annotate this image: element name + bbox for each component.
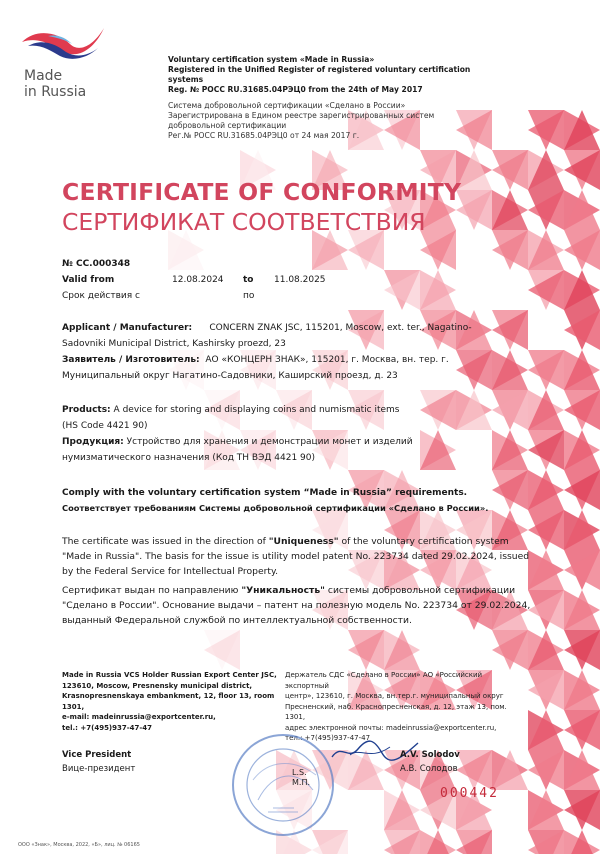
- to-label: to: [243, 275, 254, 285]
- signatory-block: [400, 748, 460, 776]
- products-en-label: Products:: [62, 405, 111, 415]
- ls-label: L.S.: [292, 768, 307, 777]
- reg-ru-line-1: Система добровольной сертификации «Сделано в России»: [168, 101, 406, 110]
- comply-block: [62, 486, 540, 516]
- issued-ru: Сертификат выдан по направлению "Уникальность" системы добровольной сертификации "Сделано в России". Основание выдачи – патент на полезную модель No. 223734 от 29.02.2024, выданный Федеральной службой по интеллектуальной собственности.: [62, 585, 531, 626]
- valid-from-label: Valid from: [62, 275, 115, 285]
- name-en: A.V. Solodov: [400, 750, 460, 760]
- po-label: по: [243, 291, 255, 301]
- registration-block: [168, 55, 508, 141]
- footer-ru-4: адрес электронной почты: madeinrussia@exportcenter.ru,: [285, 723, 497, 732]
- products-ru-value-2: нумизматического назначения (Код ТН ВЭД 4421 90): [62, 453, 316, 463]
- printer-note: ООО «Знак», Москва, 2022, «Б», лиц. № 06165: [18, 842, 140, 848]
- products-en-value-1: A device for storing and displaying coins and numismatic items: [113, 405, 400, 415]
- footer-ru-1: Держатель СДС «Сделано в России» АО «Российский экспортный: [285, 671, 483, 690]
- footer-ru-3: Пресненский, наб. Краснопресненская, д. 12, этаж 13, пом. 1301,: [285, 702, 507, 721]
- footer-en: [62, 670, 284, 733]
- reg-en-line-3: Reg. № РОСС RU.31685.04РЭЦ0 from the 24th of May 2017: [168, 85, 423, 94]
- footer-en-5: tel.: +7(495)937-47-47: [62, 723, 153, 732]
- products-en-value-2: (HS Code 4421 90): [62, 421, 148, 431]
- reg-en-line-1: Voluntary certification system «Made in Russia»: [168, 55, 375, 64]
- title-ru: СЕРТИФИКАТ СООТВЕТСТВИЯ: [62, 208, 426, 236]
- official-stamp-icon: [228, 730, 338, 840]
- certificate-number: № CC.000348: [62, 259, 131, 269]
- valid-from-date: 12.08.2024: [172, 275, 224, 285]
- vp-en: Vice President: [62, 750, 132, 760]
- reg-ru-line-3: добровольной сертификации: [168, 121, 287, 130]
- applicant-ru-value-2: Муниципальный округ Нагатино-Садовники, Каширский проезд, д. 23: [62, 371, 398, 381]
- logo-line-1: Made: [24, 68, 63, 84]
- name-ru: А.В. Солодов: [400, 764, 458, 774]
- applicant-en-value-2: Sadovniki Municipal District, Kashirsky proezd, 23: [62, 339, 286, 349]
- srok-row: [62, 290, 442, 303]
- logo-wave-icon: [18, 22, 108, 60]
- applicant-ru-value-1: АО «КОНЦЕРН ЗНАК», 115201, г. Москва, вн. тер. г.: [205, 355, 449, 365]
- comply-en: Comply with the voluntary certification system “Made in Russia” requirements.: [62, 488, 468, 498]
- comply-ru: Соответствует требованиям Системы добровольной сертификации «Сделано в России».: [62, 503, 489, 513]
- footer-ru-2: центр», 123610, г. Москва, вн.тер.г. муниципальный округ: [285, 692, 504, 700]
- reg-ru-line-2: Зарегистрирована в Едином реестре зарегистрированных систем: [168, 111, 435, 120]
- valid-to-date: 11.08.2025: [274, 275, 326, 285]
- reg-ru-line-4: Рег.№ РОСС RU.31685.04РЭЦ0 от 24 мая 2017 г.: [168, 131, 360, 140]
- srok-label: Срок действия с: [62, 291, 140, 301]
- reg-en-line-2: Registered in the Unified Register of registered voluntary certification systems: [168, 65, 471, 84]
- issued-en: The certificate was issued in the direction of "Uniqueness" of the voluntary certification system "Made in Russia". The basis for the issue is utility model patent No. 223734 dated 29.02.2024, issued by the Federal Service for Intellectual Property.: [62, 536, 530, 577]
- mp-label: М.П.: [292, 778, 311, 787]
- footer-en-4: e-mail: madeinrussia@exportcenter.ru,: [62, 713, 216, 721]
- logo-line-2: in Russia: [24, 84, 87, 100]
- applicant-en-label: Applicant / Manufacturer:: [62, 323, 193, 333]
- issued-block: [62, 534, 540, 632]
- vp-ru: Вице-президент: [62, 764, 136, 774]
- products-block: [62, 402, 502, 466]
- applicant-block: [62, 320, 540, 384]
- products-ru-label: Продукция:: [62, 437, 124, 447]
- footer-en-2: 123610, Moscow, Presnensky municipal district,: [62, 681, 253, 690]
- vice-president-block: [62, 748, 135, 776]
- footer-en-1: Made in Russia VCS Holder Russian Export Center JSC,: [62, 671, 277, 679]
- applicant-en-value-1: CONCERN ZNAK JSC, 115201, Moscow, ext. ter., Nagatino-: [209, 323, 472, 333]
- serial-number: 000442: [440, 786, 499, 801]
- made-in-russia-logo: [18, 22, 133, 100]
- products-ru-value-1: Устройство для хранения и демонстрации монет и изделий: [126, 437, 413, 447]
- title-en: CERTIFICATE OF CONFORMITY: [62, 178, 462, 206]
- footer-ru-5: тел.: +7(495)937-47-47: [285, 734, 371, 742]
- stamp-place-block: [292, 768, 310, 788]
- valid-row: [62, 274, 442, 287]
- applicant-ru-label: Заявитель / Изготовитель:: [62, 355, 200, 365]
- footer-en-3: Krasnopresnenskaya embankment, 12, floor 13, room 1301,: [62, 692, 275, 711]
